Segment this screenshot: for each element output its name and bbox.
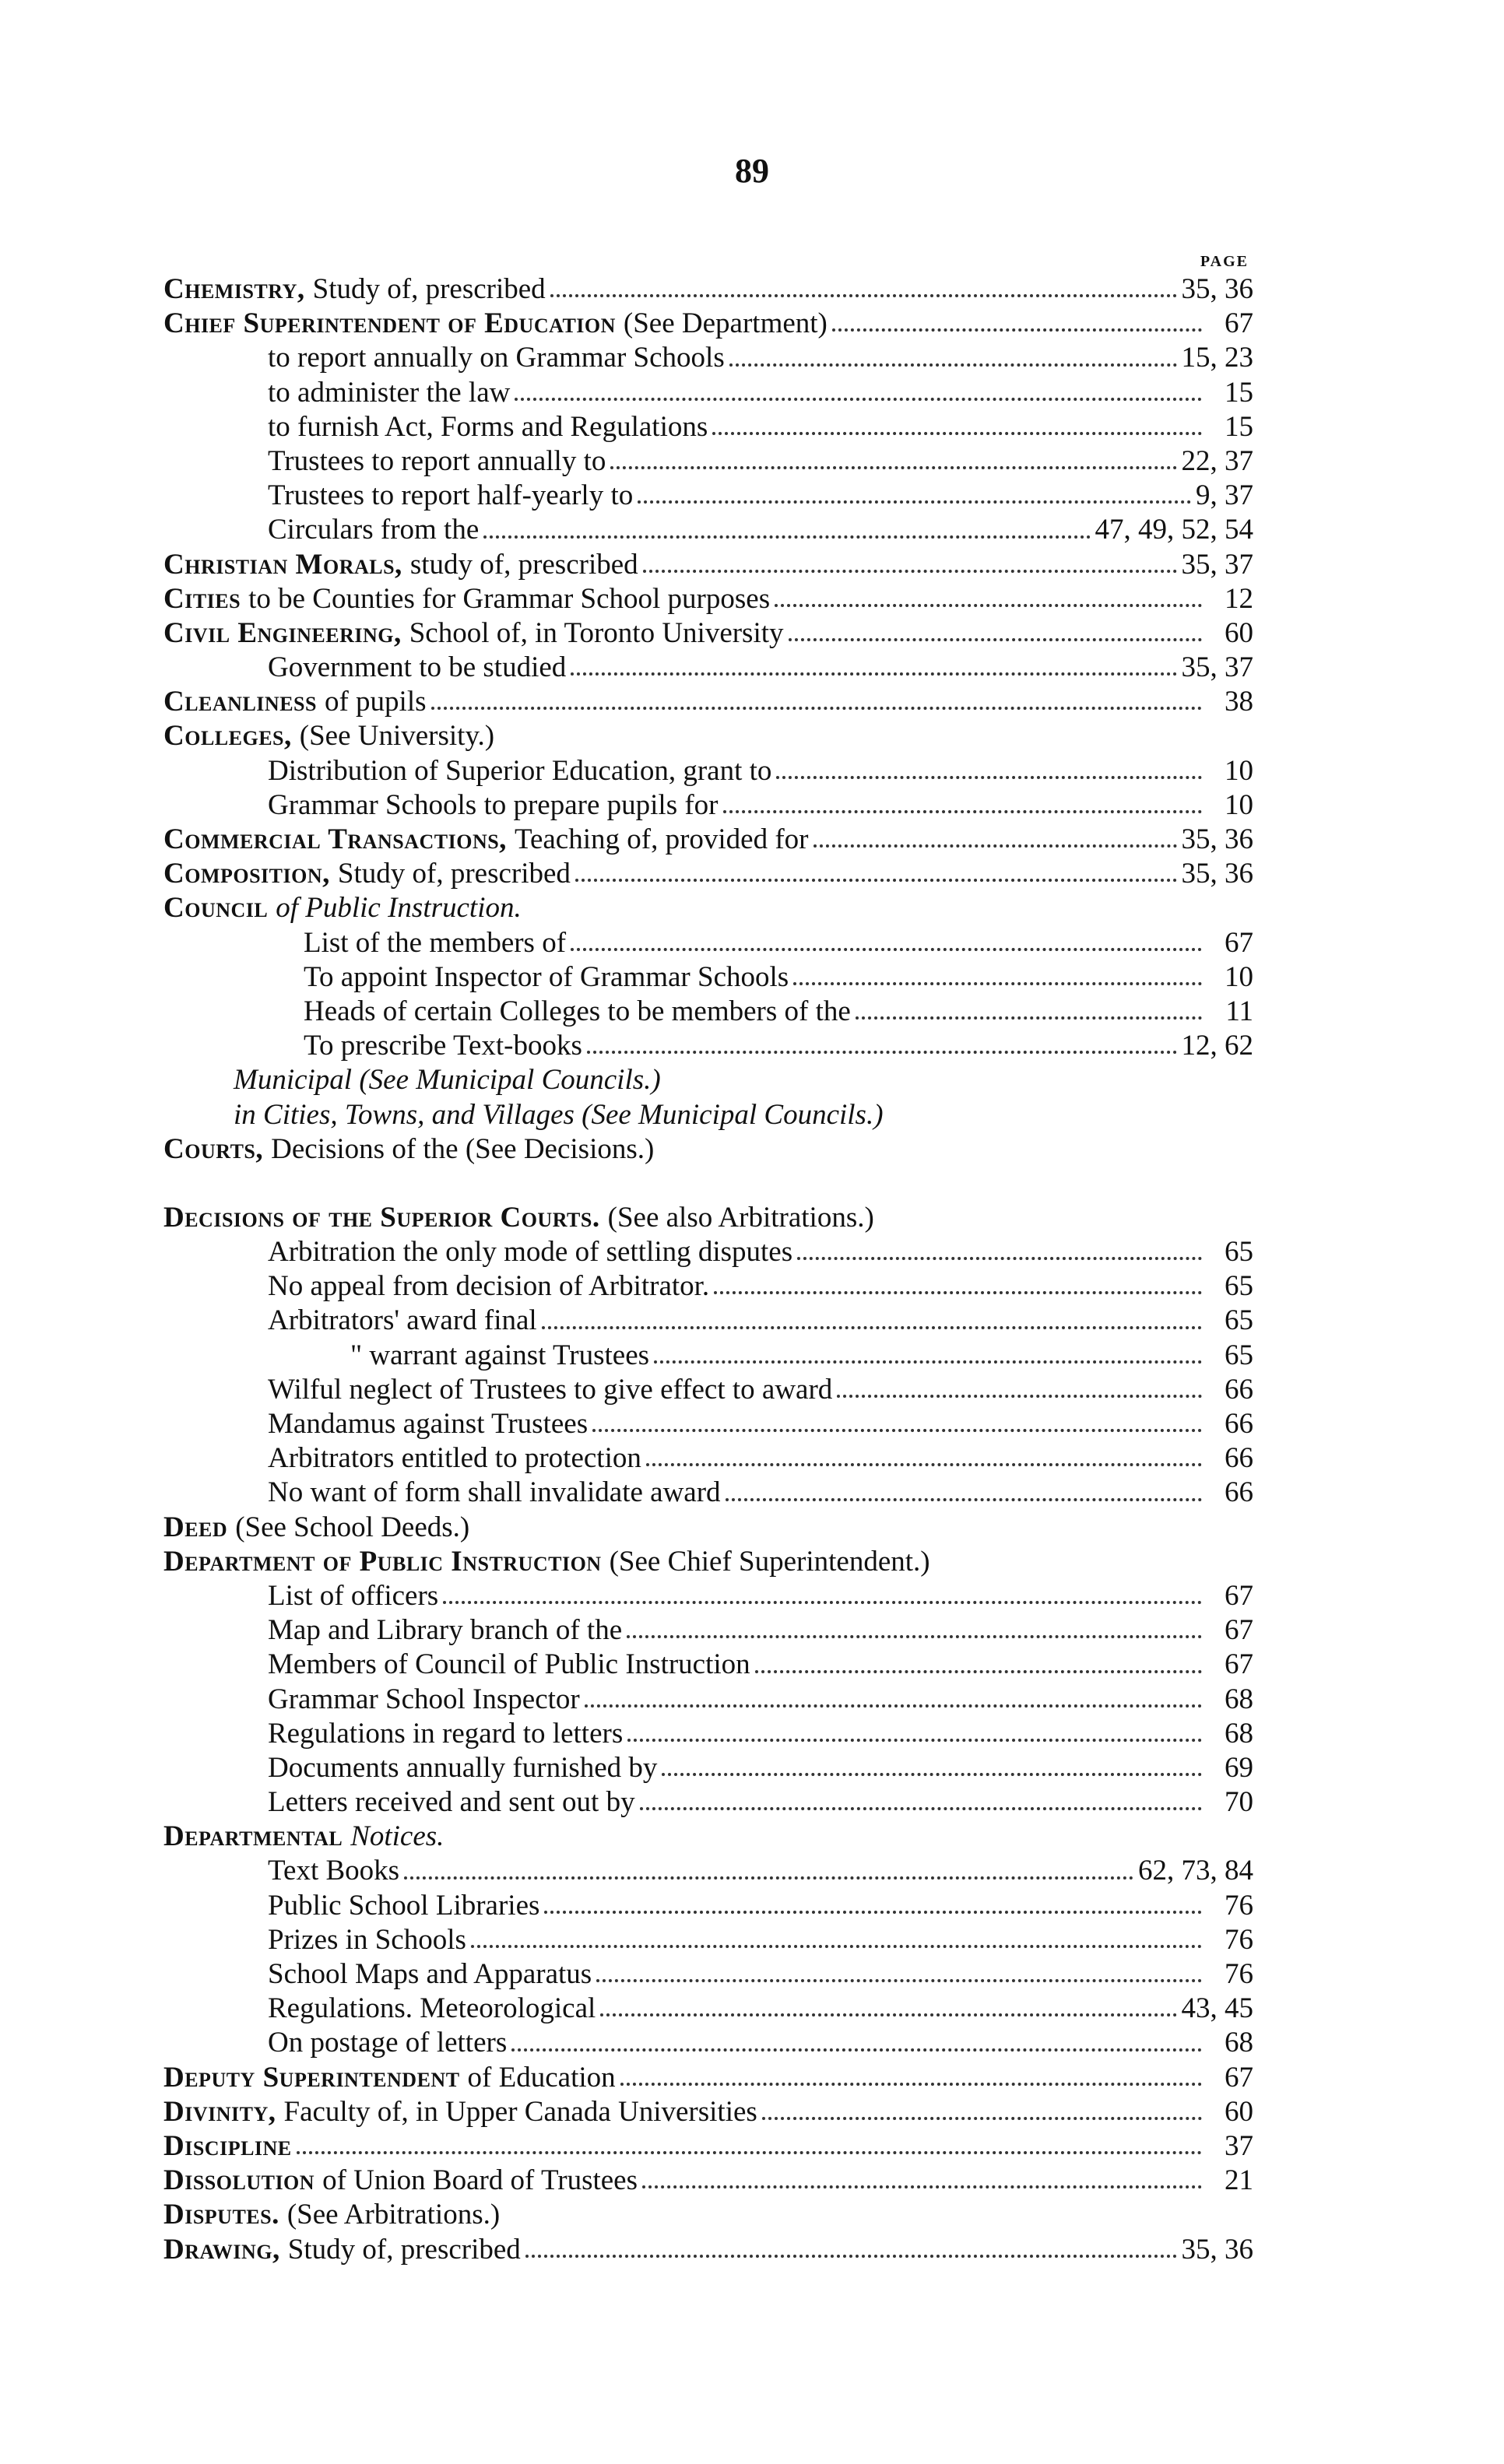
entry-page-refs: 12 [1225, 582, 1253, 615]
page-column-label: PAGE [1200, 253, 1249, 270]
entry-text: in Cities, Towns, and Villages (See Municipal Councils.) [234, 1098, 884, 1131]
dot-leader [793, 981, 1202, 985]
entry-page-refs: 67 [1225, 2061, 1253, 2094]
entry-text: (See University.) [299, 720, 495, 753]
entry-page-refs: 66 [1225, 1442, 1253, 1475]
entry-page-refs: 22, 37 [1181, 444, 1253, 477]
entry-text: study of, prescribed [409, 548, 638, 581]
entry-text: Public School Libraries [268, 1889, 540, 1922]
entry-page-refs: 68 [1225, 2027, 1253, 2059]
entry-text: Arbitration the only mode of settling disputes [268, 1236, 793, 1269]
entry-text: Map and Library branch of the [268, 1614, 623, 1647]
entry-heading: Decisions of the Superior Courts. [163, 1201, 600, 1234]
dot-leader [714, 1290, 1202, 1294]
entry-page-refs: 10 [1225, 960, 1253, 993]
index-entry [163, 2026, 1253, 2060]
index-entry [163, 582, 1253, 616]
index-entry [163, 960, 1253, 995]
index-entry [163, 651, 1253, 685]
index-entry [163, 2164, 1253, 2198]
entry-page-refs: 66 [1225, 1408, 1253, 1440]
entry-text: No want of form shall invalidate award [268, 1476, 721, 1509]
entry-page-refs: 68 [1225, 1717, 1253, 1750]
index-entry [163, 685, 1253, 719]
index-entry [163, 376, 1253, 410]
entry-text: Arbitrators' award final [268, 1304, 537, 1337]
entry-page-refs: 9, 37 [1196, 479, 1253, 512]
entry-heading: Composition, [163, 858, 330, 890]
entry-heading: Chief Superintendent of Education [163, 307, 616, 340]
dot-leader [404, 1876, 1133, 1880]
index-entry [163, 1579, 1253, 1613]
dot-leader [813, 844, 1177, 848]
entry-text: List of officers [268, 1579, 439, 1612]
entry-text: On postage of letters [268, 2027, 508, 2059]
index-entry [163, 1407, 1253, 1441]
dot-leader [797, 1256, 1202, 1260]
index-entry [163, 444, 1253, 479]
index-entry [163, 307, 1253, 341]
entry-text: to administer the law [268, 376, 511, 409]
index-entry [163, 1098, 1253, 1132]
index-entry [163, 926, 1253, 960]
dot-leader [571, 947, 1202, 951]
entry-text: Letters received and sent out by [268, 1786, 635, 1819]
entry-text: Government to be studied [268, 651, 567, 684]
entry-heading: Deed [163, 1511, 228, 1543]
entry-page-refs: 60 [1225, 2095, 1253, 2128]
dot-leader [789, 637, 1202, 641]
entry-page-refs: 35, 36 [1181, 273, 1253, 305]
index-entry [163, 823, 1253, 857]
entry-text: Study of, prescribed [337, 858, 571, 890]
index-entry [163, 719, 1253, 753]
dot-leader [762, 2116, 1202, 2120]
dot-leader [542, 1325, 1202, 1329]
entry-heading: Divinity, [163, 2095, 276, 2128]
entry-page-refs: 65 [1225, 1304, 1253, 1337]
dot-leader [297, 2150, 1202, 2154]
entry-text: Circulars from the [268, 514, 480, 546]
entry-page-refs: 10 [1225, 788, 1253, 821]
index-entry [163, 2233, 1253, 2267]
index-entry [163, 2061, 1253, 2095]
entry-text: (See Arbitrations.) [286, 2199, 501, 2231]
dot-leader [856, 1016, 1202, 1020]
dot-leader [729, 363, 1177, 367]
index-entry [163, 1854, 1253, 1888]
dot-leader [726, 1497, 1202, 1501]
entry-text: Documents annually furnished by [268, 1751, 658, 1784]
dot-leader [571, 672, 1176, 676]
entry-text: No appeal from decision of Arbitrator. [268, 1270, 710, 1303]
entry-page-refs: 10 [1225, 754, 1253, 787]
entry-text: To appoint Inspector of Grammar Schools [304, 960, 789, 993]
entry-page-refs: 35, 37 [1181, 548, 1253, 581]
dot-leader [550, 293, 1177, 297]
dot-leader [638, 500, 1191, 504]
index-entry [163, 891, 1253, 925]
index-entry [163, 2095, 1253, 2129]
entry-page-refs: 65 [1225, 1339, 1253, 1371]
entry-heading: Cities [163, 582, 241, 615]
index-entry [163, 1889, 1253, 1923]
entry-page-refs: 67 [1225, 1648, 1253, 1681]
dot-leader [483, 535, 1090, 539]
entry-page-refs: 69 [1225, 1751, 1253, 1784]
index-entry [163, 513, 1253, 547]
index-entry [163, 1339, 1253, 1373]
entry-page-refs: 37 [1225, 2129, 1253, 2162]
entry-text: to report annually on Grammar Schools [268, 342, 725, 374]
entry-page-refs: 15 [1225, 376, 1253, 409]
index-entry [163, 548, 1253, 582]
index-entry [163, 995, 1253, 1029]
dot-leader [525, 2254, 1177, 2258]
index-entry [163, 1683, 1253, 1717]
entry-text: Regulations. Meteorological [268, 1992, 596, 2025]
dot-leader [596, 1978, 1202, 1982]
entry-text: (See also Arbitrations.) [607, 1201, 874, 1234]
dot-leader [443, 1600, 1202, 1604]
dot-leader [646, 1462, 1202, 1466]
entry-page-refs: 35, 36 [1181, 858, 1253, 890]
entry-text: School of, in Toronto University [409, 616, 784, 649]
index-entry [163, 341, 1253, 375]
dot-leader [544, 1910, 1202, 1914]
dot-leader [592, 1428, 1202, 1432]
dot-leader [627, 1738, 1202, 1742]
entry-text: Notices. [350, 1820, 445, 1853]
entry-page-refs: 15, 23 [1181, 342, 1253, 374]
dot-leader [431, 706, 1203, 710]
dot-leader [620, 2082, 1202, 2086]
entry-heading: Dissolution [163, 2164, 315, 2197]
index-entry [163, 1304, 1253, 1338]
index-entry [163, 857, 1253, 891]
entry-heading: Chemistry, [163, 273, 305, 305]
index-entry [163, 1269, 1253, 1304]
index-entry [163, 1201, 1253, 1235]
entry-page-refs: 12, 62 [1181, 1030, 1253, 1062]
entry-text: Distribution of Superior Education, grant to [268, 754, 772, 787]
index-entry [163, 1063, 1253, 1097]
index-entry [163, 1373, 1253, 1407]
dot-leader [642, 2185, 1202, 2188]
index-entry [163, 1235, 1253, 1269]
entry-text: Members of Council of Public Instruction [268, 1648, 750, 1681]
dot-leader [654, 1360, 1202, 1364]
entry-text: Grammar Schools to prepare pupils for [268, 788, 719, 821]
dot-leader [587, 1050, 1177, 1054]
entry-page-refs: 67 [1225, 1614, 1253, 1647]
entry-page-refs: 66 [1225, 1373, 1253, 1406]
dot-leader [643, 569, 1177, 573]
entry-page-refs: 65 [1225, 1270, 1253, 1303]
entry-text: Mandamus against Trustees [268, 1408, 589, 1440]
entry-page-refs: 67 [1225, 1579, 1253, 1612]
index-entry [163, 1441, 1253, 1476]
dot-leader [515, 397, 1202, 401]
index-entry [163, 754, 1253, 788]
dot-leader [600, 2013, 1176, 2016]
entry-text: To prescribe Text-books [304, 1030, 582, 1062]
entry-text: to furnish Act, Forms and Regulations [268, 410, 708, 443]
entry-page-refs: 67 [1225, 926, 1253, 959]
index-entry [163, 1785, 1253, 1820]
entry-text: Heads of certain Colleges to be members of the [304, 995, 851, 1027]
entry-heading: Commercial Transactions, [163, 823, 507, 855]
entry-text: Teaching of, provided for [514, 823, 809, 855]
entry-page-refs: 62, 73, 84 [1138, 1855, 1253, 1887]
entry-text: Municipal (See Municipal Councils.) [234, 1064, 661, 1097]
entry-page-refs: 43, 45 [1181, 1992, 1253, 2025]
entry-heading: Council [163, 892, 269, 925]
dot-leader [832, 328, 1202, 332]
entry-page-refs: 76 [1225, 1958, 1253, 1990]
index-entry [163, 1751, 1253, 1785]
index-entry [163, 2198, 1253, 2232]
entry-text: Faculty of, in Upper Canada Universities [283, 2095, 757, 2128]
index-entry [163, 1132, 1253, 1167]
entry-page-refs: 35, 36 [1181, 2233, 1253, 2266]
dot-leader [712, 431, 1202, 435]
entry-page-refs: 60 [1225, 616, 1253, 649]
dot-leader [585, 1704, 1202, 1708]
entry-text: Trustees to report half-yearly to [268, 479, 634, 512]
entry-text: (See School Deeds.) [235, 1511, 470, 1543]
index-entry [163, 1957, 1253, 1992]
index-entry [163, 616, 1253, 651]
entry-heading: Courts, [163, 1132, 264, 1165]
index-entry [163, 272, 1253, 307]
entry-text: of Education [467, 2061, 616, 2094]
entry-text: Decisions of the (See Decisions.) [271, 1132, 655, 1165]
entry-text: Prizes in Schools [268, 1923, 466, 1956]
entry-heading: Discipline [163, 2129, 292, 2162]
index-entry [163, 1029, 1253, 1063]
index-entry [163, 410, 1253, 444]
index-entry [163, 1820, 1253, 1854]
page-number: 89 [735, 152, 769, 190]
dot-leader [755, 1669, 1202, 1673]
entry-text: Study of, prescribed [312, 273, 546, 305]
entry-text: to be Counties for Grammar School purposes [248, 582, 771, 615]
entry-text: of Union Board of Trustees [322, 2164, 638, 2197]
entry-heading: Disputes. [163, 2199, 279, 2231]
dot-leader [662, 1772, 1202, 1776]
entry-page-refs: 11 [1225, 995, 1253, 1027]
index-list [163, 272, 1253, 2267]
entry-page-refs: 15 [1225, 410, 1253, 443]
entry-text: Text Books [268, 1855, 400, 1887]
index-entry [163, 479, 1253, 513]
entry-text: (See Department) [623, 307, 828, 340]
dot-leader [575, 878, 1177, 882]
entry-heading: Christian Morals, [163, 548, 402, 581]
dot-leader [837, 1394, 1202, 1398]
dot-leader [776, 775, 1202, 779]
entry-text: (See Chief Superintendent.) [609, 1545, 930, 1578]
index-entry [163, 1992, 1253, 2026]
entry-page-refs: 38 [1225, 686, 1253, 718]
entry-text: of pupils [324, 686, 427, 718]
index-entry [163, 1648, 1253, 1682]
entry-text: Grammar School Inspector [268, 1683, 580, 1715]
entry-text: " warrant against Trustees [350, 1339, 650, 1371]
dot-leader [775, 603, 1202, 607]
entry-heading: Cleanliness [163, 686, 317, 718]
entry-text: List of the members of [304, 926, 567, 959]
dot-leader [640, 1806, 1202, 1810]
entry-page-refs: 35, 37 [1181, 651, 1253, 684]
entry-text: of Public Instruction. [276, 892, 522, 925]
entry-page-refs: 67 [1225, 307, 1253, 340]
entry-page-refs: 21 [1225, 2164, 1253, 2197]
entry-heading: Department of Public Instruction [163, 1545, 602, 1578]
entry-text: Wilful neglect of Trustees to give effect to award [268, 1373, 833, 1406]
index-entry [163, 788, 1253, 823]
entry-heading: Civil Engineering, [163, 616, 402, 649]
dot-leader [511, 2048, 1202, 2052]
index-entry [163, 1717, 1253, 1751]
entry-text: Trustees to report annually to [268, 444, 606, 477]
entry-text: Arbitrators entitled to protection [268, 1442, 641, 1475]
entry-heading: Drawing, [163, 2233, 280, 2266]
entry-page-refs: 66 [1225, 1476, 1253, 1509]
entry-page-refs: 35, 36 [1181, 823, 1253, 855]
dot-leader [723, 809, 1203, 813]
index-entry [163, 1923, 1253, 1957]
entry-page-refs: 68 [1225, 1683, 1253, 1715]
entry-page-refs: 65 [1225, 1236, 1253, 1269]
entry-page-refs: 47, 49, 52, 54 [1095, 514, 1253, 546]
entry-page-refs: 76 [1225, 1923, 1253, 1956]
entry-text: Regulations in regard to letters [268, 1717, 624, 1750]
entry-page-refs: 70 [1225, 1786, 1253, 1819]
entry-heading: Deputy Superintendent [163, 2061, 460, 2094]
entry-text: School Maps and Apparatus [268, 1958, 592, 1990]
entry-page-refs: 76 [1225, 1889, 1253, 1922]
index-entry [163, 1545, 1253, 1579]
dot-leader [610, 465, 1176, 469]
index-entry [163, 1511, 1253, 1545]
index-entry [163, 2129, 1253, 2164]
entry-heading: Departmental [163, 1820, 343, 1853]
index-entry [163, 1476, 1253, 1510]
entry-heading: Colleges, [163, 720, 292, 753]
entry-text: Study of, prescribed [287, 2233, 521, 2266]
dot-leader [471, 1944, 1202, 1948]
index-entry [163, 1613, 1253, 1648]
dot-leader [627, 1634, 1202, 1638]
